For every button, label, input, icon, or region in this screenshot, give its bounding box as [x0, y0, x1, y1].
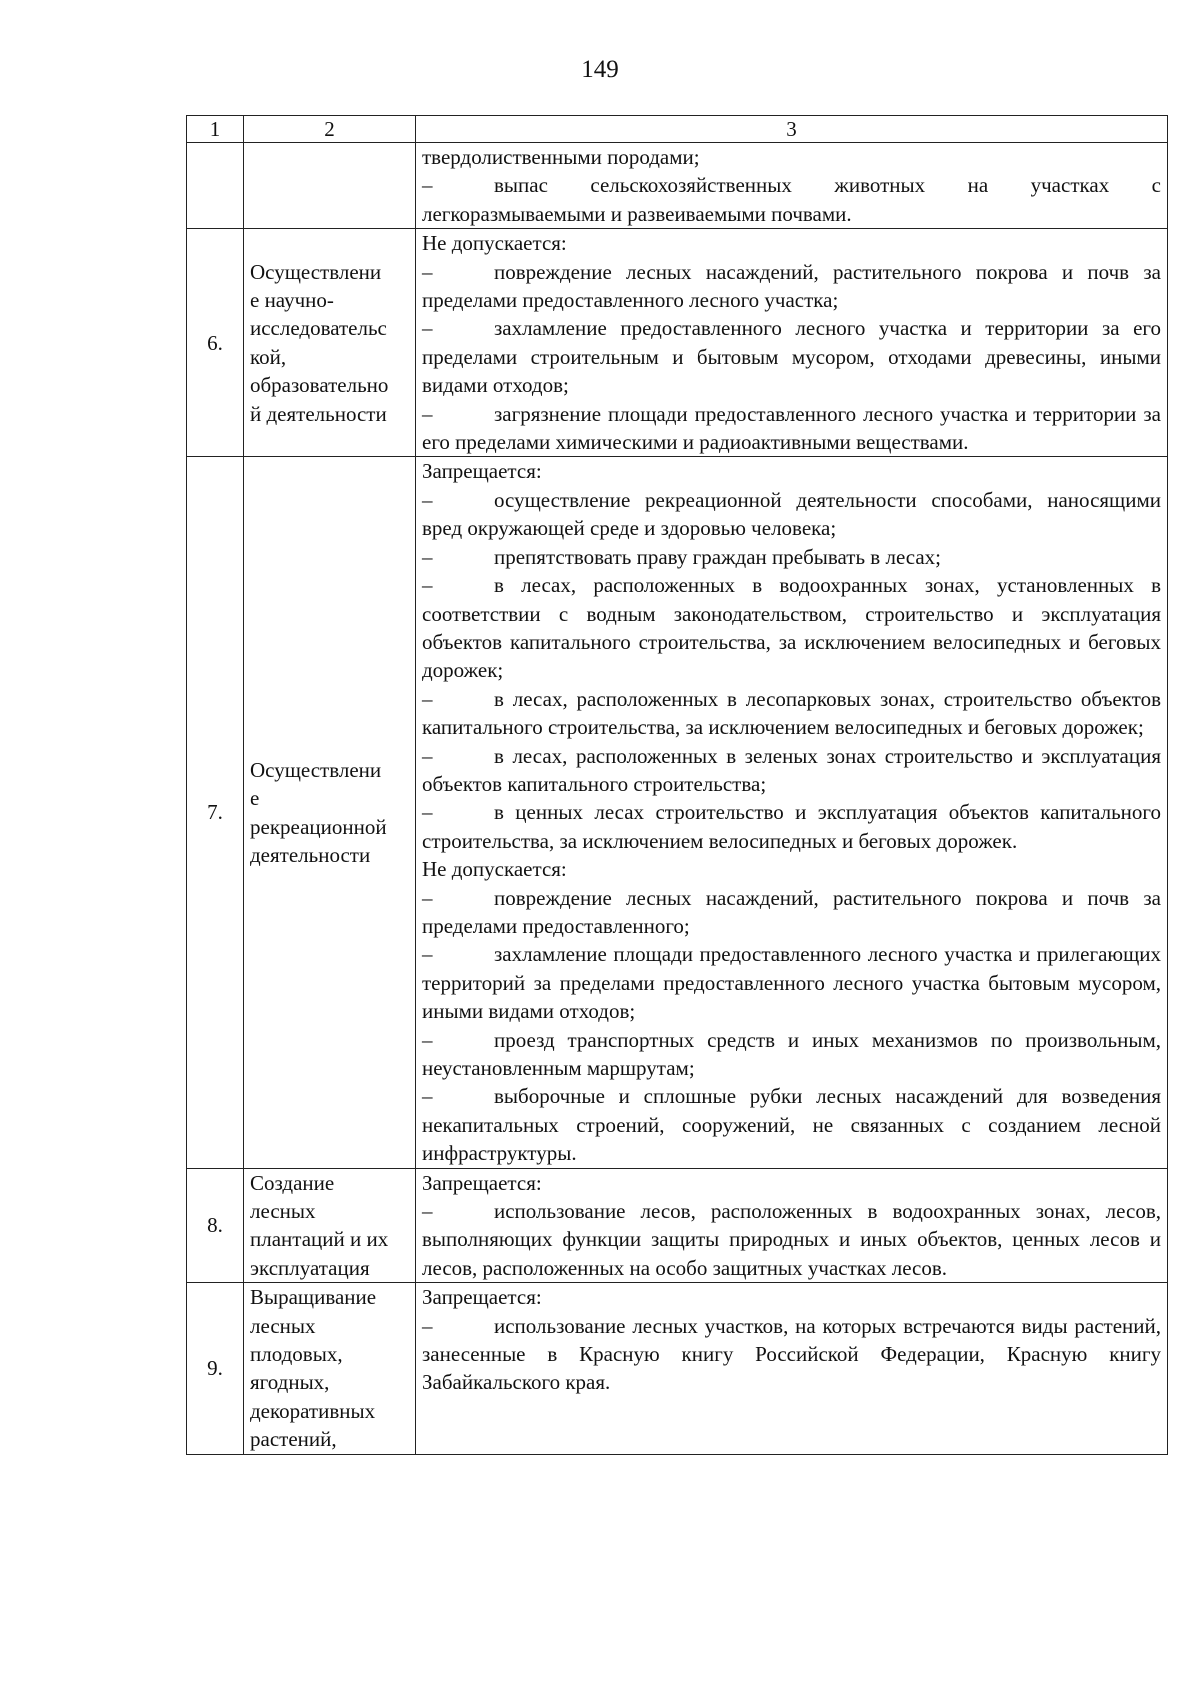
restriction-item: [422, 685, 1161, 742]
activity-type-line: рекреационной: [250, 814, 387, 839]
restriction-item-text: загрязнение площади предоставленного лесного участка и территории за его пределами химическими и радиоактивными веществами.: [422, 401, 1161, 455]
restrictions-text: [416, 143, 1168, 229]
activity-type-line: плодовых,: [250, 1342, 343, 1367]
row-number: 6.: [187, 229, 244, 457]
table-header-row: [187, 116, 1168, 143]
row-number: 7.: [187, 457, 244, 1168]
activity-type-line: декоративных: [250, 1398, 376, 1423]
restriction-item-text: выборочные и сплошные рубки лесных насаждений для возведения некапитальных строений, сооружений, не связанных с созданием лесной инфраструктуры.: [422, 1084, 1161, 1166]
restriction-item-text: в лесах, расположенных в лесопарковых зонах, строительство объектов капитального строительства, за исключением велосипедных и беговых дорожек;: [422, 686, 1161, 740]
restriction-heading: Не допускается:: [422, 857, 567, 882]
activity-type-line: растений,: [250, 1427, 337, 1452]
restriction-item: [422, 1082, 1161, 1167]
table-row: [187, 143, 1168, 229]
restriction-item: [422, 798, 1161, 855]
table-row: [187, 1168, 1168, 1283]
restriction-item-text: твердолиственными породами;: [422, 145, 700, 169]
restriction-heading: Запрещается:: [422, 459, 542, 484]
activity-type: [244, 229, 416, 457]
restriction-heading: Запрещается:: [422, 1285, 542, 1310]
restriction-item: [422, 400, 1161, 457]
activity-type-line: Создание: [250, 1170, 335, 1195]
restriction-heading: Не допускается:: [422, 231, 567, 256]
table-row: [187, 1283, 1168, 1454]
restriction-item: [422, 1312, 1161, 1397]
restriction-item: [422, 1197, 1161, 1282]
activity-type: [244, 1283, 416, 1454]
restriction-item: [422, 940, 1161, 1025]
restriction-item-text: в лесах, расположенных в водоохранных зонах, установленных в соответствии с водным законодательством, строительство и эксплуатация объектов капитального строительства, за исключением велосипедных и беговых дорожек;: [422, 573, 1161, 683]
restriction-item-text: выпас сельскохозяйственных животных на участках с легкоразмываемыми и развеиваемыми почвами.: [422, 173, 1161, 226]
dash-marker: –: [422, 942, 433, 967]
activity-type-line: лесных: [250, 1199, 316, 1224]
restriction-item-text: осуществление рекреационной деятельности способами, наносящими вред окружающей среде и здоровью человека;: [422, 487, 1161, 541]
restrictions-text: [416, 1168, 1168, 1283]
restriction-item-text: в ценных лесах строительство и эксплуатация объектов капитального строительства, за исключением велосипедных и беговых дорожек.: [422, 800, 1161, 853]
row-number: 8.: [187, 1168, 244, 1283]
dash-marker: –: [422, 800, 433, 825]
restriction-item: [422, 171, 1161, 228]
table-body: [187, 143, 1168, 1455]
dash-marker: –: [422, 573, 433, 598]
activity-type-line: е: [250, 786, 260, 811]
activity-type-line: е научно-: [250, 288, 334, 313]
restriction-item: [422, 486, 1161, 543]
activity-type: [244, 457, 416, 1168]
restriction-heading: Запрещается:: [422, 1170, 542, 1195]
column-header-number: 1: [187, 116, 244, 143]
restriction-item-text: проезд транспортных средств и иных механизмов по произвольным, неустановленным маршрутам;: [422, 1027, 1161, 1080]
restriction-item: [422, 258, 1161, 315]
restriction-item: [422, 143, 1161, 171]
restriction-item: [422, 742, 1161, 799]
table-row: [187, 229, 1168, 457]
column-header-restrictions: 3: [416, 116, 1168, 143]
restriction-item: [422, 314, 1161, 399]
restriction-item-text: повреждение лесных насаждений, растительного покрова и почв за пределами предоставленного;: [422, 885, 1161, 938]
dash-marker: –: [422, 259, 433, 284]
activity-type-line: лесных: [250, 1313, 316, 1338]
activity-type-line: Осуществлени: [250, 757, 382, 782]
dash-marker: –: [422, 487, 433, 512]
row-number: [187, 143, 244, 229]
activity-type-line: эксплуатация: [250, 1255, 370, 1280]
activity-type-line: образовательно: [250, 373, 389, 398]
restriction-item-text: захламление площади предоставленного лесного участка и прилегающих территорий за пределами предоставленного лесного участка бытовым мусором, иными видами отходов;: [422, 942, 1161, 1024]
page-number: 149: [581, 56, 619, 83]
activity-type-line: ягодных,: [250, 1370, 330, 1395]
dash-marker: –: [422, 1313, 433, 1338]
restriction-item-text: использование лесов, расположенных в водоохранных зонах, лесов, выполняющих функции защиты природных и иных объектов, ценных лесов и лесов, расположенных на особо защитных участках лесов.: [422, 1199, 1161, 1280]
restrictions-table: [186, 115, 1168, 1455]
restriction-item-text: в лесах, расположенных в зеленых зонах строительство и эксплуатация объектов капитального строительства;: [422, 743, 1161, 796]
restriction-item: [422, 1026, 1161, 1083]
activity-type: [244, 1168, 416, 1283]
restriction-item-text: использование лесных участков, на которых встречаются виды растений, занесенные в Красную книгу Российской Федерации, Красную книгу Забайкальского края.: [422, 1313, 1161, 1395]
activity-type: [244, 143, 416, 229]
dash-marker: –: [422, 1027, 433, 1052]
restriction-item-text: повреждение лесных насаждений, растительного покрова и почв за пределами предоставленного лесного участка;: [422, 259, 1161, 313]
dash-marker: –: [422, 401, 433, 426]
dash-marker: –: [422, 885, 433, 910]
dash-marker: –: [422, 1199, 433, 1224]
dash-marker: –: [422, 544, 433, 569]
activity-type-line: плантаций и их: [250, 1227, 389, 1252]
activity-type-line: деятельности: [250, 842, 371, 867]
restrictions-text: [416, 229, 1168, 457]
activity-type-line: й деятельности: [250, 401, 387, 426]
dash-marker: –: [422, 686, 433, 711]
restriction-item-text: препятствовать праву граждан пребывать в лесах;: [494, 544, 942, 569]
restriction-item: [422, 884, 1161, 941]
activity-type-line: исследовательс: [250, 316, 387, 341]
restriction-item: [422, 571, 1161, 685]
dash-marker: –: [422, 743, 433, 768]
dash-marker: –: [422, 316, 433, 341]
activity-type-line: кой,: [250, 344, 287, 369]
activity-type-line: Осуществлени: [250, 259, 382, 284]
dash-marker: –: [422, 1084, 433, 1109]
dash-marker: –: [422, 173, 433, 198]
restrictions-text: [416, 1283, 1168, 1454]
restriction-item: [422, 543, 1161, 571]
row-number: 9.: [187, 1283, 244, 1454]
activity-type-line: Выращивание: [250, 1285, 377, 1310]
column-header-activity: 2: [244, 116, 416, 143]
restrictions-text: [416, 457, 1168, 1168]
restriction-item-text: захламление предоставленного лесного участка и территории за его пределами строительным и бытовым мусором, отходами древесины, иными видами отходов;: [422, 316, 1161, 398]
table-row: [187, 457, 1168, 1168]
